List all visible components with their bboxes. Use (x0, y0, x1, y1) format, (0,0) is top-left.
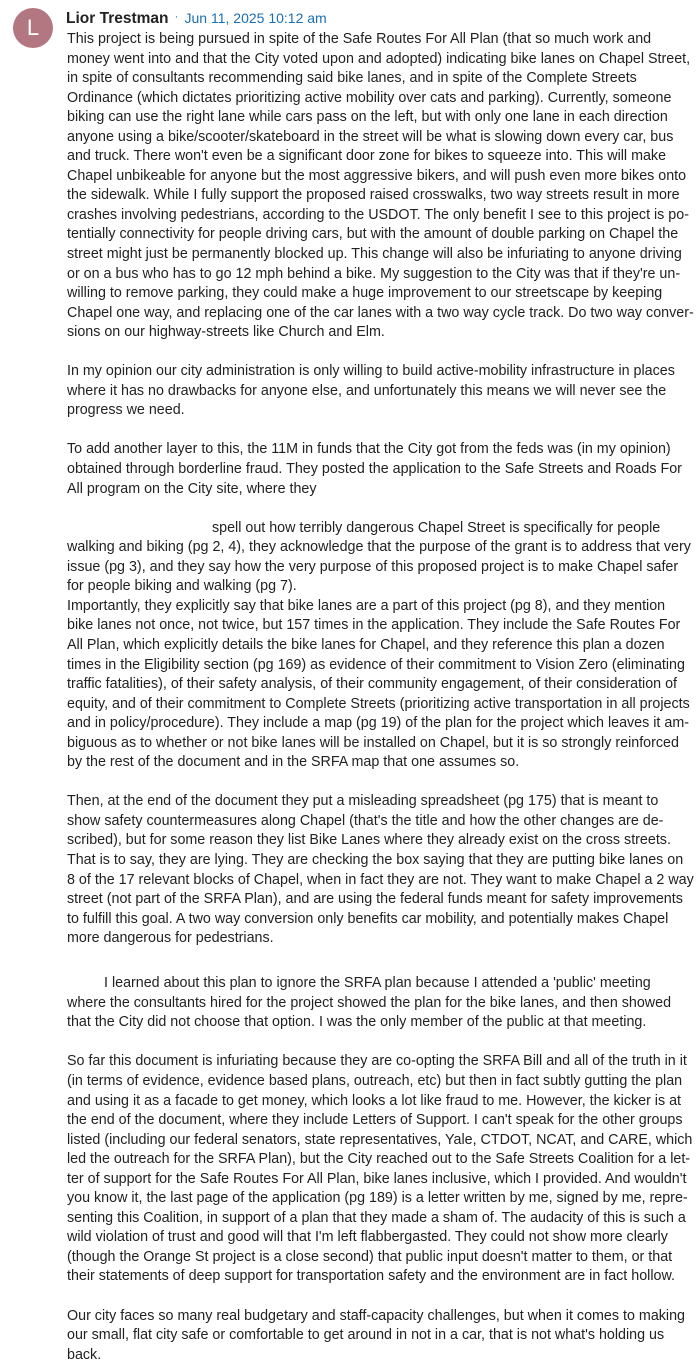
paragraph-gap (67, 1287, 697, 1307)
text-line: show safety countermeasures along Chapel (that's the title and how the other changes are de- (67, 812, 664, 829)
paragraph (67, 1052, 697, 1287)
paragraph (67, 1307, 697, 1365)
text-line: spell out how terribly dangerous Chapel Street is specifically for people (212, 519, 661, 536)
text-line: traffic fatalities), of their safety analysis, of their community engagement, of their consideration of (67, 676, 678, 693)
text-line: senting this Coalition, in support of a plan that they made a sham of. The audacity of this is such a (67, 1209, 686, 1226)
text-line: for people biking and walking (pg 7). (67, 578, 297, 595)
text-line: Importantly, they explicitly say that bike lanes are a part of this project (pg 8), and they mention (67, 597, 666, 614)
comment-header (66, 8, 327, 28)
avatar-initial: L (26, 15, 40, 40)
text-line: This project is being pursued in spite of the Safe Routes For All Plan (that so much work and (67, 31, 652, 47)
text-line: To add another layer to this, the 11M in funds that the City got from the feds was (in my opinion) (67, 441, 671, 458)
paragraph (67, 30, 697, 343)
text-line: willing to remove parking, they could make a huge improvement to our streetscape by keeping (67, 285, 663, 302)
text-line: in spite of consultants recommending said bike lanes, and in spite of the Complete Streets (67, 70, 637, 87)
text-line: their statements of deep support for transportation safety and the environment are in fact hollow. (67, 1268, 675, 1285)
comment-timestamp[interactable]: Jun 11, 2025 10:12 am (184, 10, 327, 26)
text-line: equity, and of their commitment to Complete Streets (prioritizing active transportation in all projects (67, 695, 690, 712)
text-line: I learned about this plan to ignore the SRFA plan because I attended a 'public' meeting (104, 975, 651, 992)
text-line: sions on our highway-streets like Church and Elm. (67, 324, 385, 341)
text-line: Then, at the end of the document they put a misleading spreadsheet (pg 175) that is meant to (67, 793, 659, 810)
text-line: street (not part of the SRFA Plan), and are using the federal funds meant for safety improvements (67, 891, 683, 908)
text-line: and in policy/procedure). They include a map (pg 19) of the plan for the project which leaves it am- (67, 715, 689, 732)
header-separator: · (174, 11, 179, 23)
text-line: scribed), but for some reason they list Bike Lanes where they already exist on the cross streets. (67, 832, 671, 849)
text-line: listed (including our federal senators, state representatives, Yale, CTDOT, NCAT, and CARE, which (67, 1131, 693, 1148)
text-line: biking can use the right lane while cars pass on the left, but with only one lane in each direction (67, 109, 668, 126)
text-line: (though the Orange St project is a close second) that public input doesn't matter to them, or that (67, 1248, 673, 1265)
text-line: (in terms of evidence, evidence based plans, outreach, etc) but then in fact subtly gutting the plan (67, 1072, 683, 1089)
text-line: and using it as a facade to get money, which looks a lot like fraud to me. However, the kicker is at (67, 1092, 682, 1109)
text-line: times in the Eligibility section (pg 169) as evidence of their commitment to Vision Zero (eliminating (67, 656, 685, 673)
paragraph-gap (67, 949, 697, 969)
text-line: crashes involving pedestrians, according to the USDOT. The only benefit I see to this project is po- (67, 206, 689, 223)
text-line: obtained through borderline fraud. They posted the application to the Safe Streets and Roads For (67, 461, 682, 478)
text-line: where it has no drawbacks for anyone else, and unfortunately this means we will never see the (67, 382, 667, 399)
text-line: Chapel one way, and replacing one of the car lanes with a two way cycle track. Do two way conver- (67, 304, 694, 321)
paragraph (67, 519, 697, 773)
text-line: more dangerous for pedestrians. (67, 930, 274, 947)
paragraph (67, 974, 697, 1033)
text-line: the sidewalk. While I fully support the proposed raised crosswalks, two way streets result in more (67, 187, 680, 204)
text-line: back. (67, 1346, 102, 1363)
text-line: So far this document is infuriating because they are co-opting the SRFA Bill and all of the truth in it (67, 1053, 687, 1070)
text-line: or on a bus who has to go 12 mph behind a bike. My suggestion to the City was that if they're un- (67, 265, 681, 282)
author-name[interactable]: Lior Trestman (66, 10, 169, 27)
text-line: 8 of the 17 relevant blocks of Chapel, when in fact they are not. They want to make Chapel a 2 way (67, 871, 694, 888)
avatar[interactable] (13, 8, 53, 48)
text-line: you know it, the last page of the application (pg 189) is a letter written by me, signed by me, repre- (67, 1190, 688, 1207)
text-line: led the outreach for the SRFA Plan), but the City reached out to the Safe Streets Coalition for a let- (67, 1151, 691, 1168)
text-line: Our city faces so many real budgetary and staff-capacity challenges, but when it comes to making (67, 1307, 685, 1324)
text-line: That is to say, they are lying. They are checking the box saying that they are putting bike lanes on (67, 851, 684, 868)
paragraph-gap (67, 343, 697, 363)
text-line: biguous as to whether or not bike lanes will be installed on Chapel, but it is so strongly reinforced (67, 734, 679, 751)
paragraph-gap (67, 499, 697, 519)
text-line: All program on the City site, where they (67, 480, 317, 497)
text-line: anyone using a bike/scooter/skateboard in the street will be what is slowing down every car, bus (67, 128, 674, 145)
text-line: issue (pg 3), and they say how the very purpose of this proposed project is to make Chapel safer (67, 558, 679, 575)
text-line: walking and biking (pg 2, 4), they acknowledge that the purpose of the grant is to address that very (67, 539, 691, 556)
text-line: All Plan, which explicitly details the bike lanes for Chapel, and they reference this plan a dozen (67, 636, 665, 653)
text-line: and truck. There won't even be a significant door zone for bikes to squeeze into. This will make (67, 148, 667, 165)
text-line: Chapel unbikeable for anyone but the most aggressive bikers, and will push even more bikes onto (67, 167, 687, 184)
paragraph (67, 440, 697, 499)
text-line: by the rest of the document and in the SRFA map that one assumes so. (67, 754, 520, 771)
paragraph-gap (67, 1033, 697, 1053)
text-line: progress we need. (67, 402, 185, 419)
text-line: that the City did not choose that option. I was the only member of the public at that meeting. (67, 1014, 647, 1031)
paragraph (67, 792, 697, 948)
text-line: bike lanes not once, not twice, but 157 times in the application. They include the Safe Routes For (67, 617, 681, 634)
paragraph (67, 362, 697, 421)
text-line: street might just be permanently blocked up. This change will also be infuriating to anyone driving (67, 246, 682, 263)
text-line: money went into and that the City voted upon and adopted) indicating bike lanes on Chapel Street, (67, 50, 691, 67)
paragraph-gap (67, 773, 697, 793)
comment-body (67, 30, 697, 1365)
text-line: Ordinance (which dictates prioritizing active mobility over cats and parking). Currently, someone (67, 89, 672, 106)
text-line: tentially connectivity for people driving cars, but with the amount of double parking on Chapel the (67, 226, 679, 243)
text-line: wild violation of trust and good will that I'm left flabbergasted. They could not show more clearly (67, 1229, 668, 1246)
paragraph-gap (67, 421, 697, 441)
text-line: ter of support for the Safe Routes For All Plan, bike lanes inclusive, which I provided. And wouldn't (67, 1170, 687, 1187)
text-line: In my opinion our city administration is only willing to build active-mobility infrastructure in places (67, 363, 675, 380)
text-line: where the consultants hired for the project showed the plan for the bike lanes, and then showed (67, 994, 672, 1011)
text-line: to fulfill this goal. A two way conversion only benefits car mobility, and potentially makes Chapel (67, 910, 669, 927)
text-line: our small, flat city safe or comfortable to get around in not in a car, that is not what's holding us (67, 1327, 665, 1344)
text-line: the end of the document, where they include Letters of Support. I can't speak for the other groups (67, 1112, 683, 1129)
